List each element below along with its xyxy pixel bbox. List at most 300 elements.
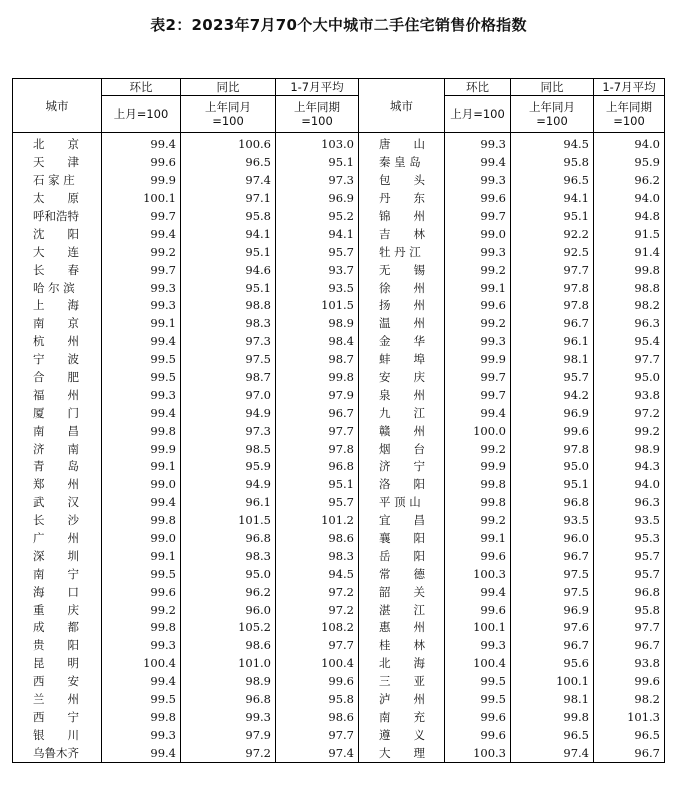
- mom-value-right: 99.1: [445, 530, 511, 548]
- yoy-value-right: 95.1: [511, 476, 594, 494]
- ytd-value-right: 95.9: [594, 154, 665, 172]
- yoy-value-left: 94.9: [181, 476, 276, 494]
- yoy-value-left: 101.5: [181, 512, 276, 530]
- mom-value-left: 99.0: [102, 476, 181, 494]
- mom-value-left: 99.6: [102, 583, 181, 601]
- city-name-right: 扬 州: [359, 297, 445, 315]
- mom-value-right: 99.1: [445, 279, 511, 297]
- mom-value-right: 99.0: [445, 225, 511, 243]
- yoy-value-left: 98.6: [181, 637, 276, 655]
- table-row: [13, 637, 665, 655]
- ytd-value-left: 97.2: [276, 583, 359, 601]
- mom-value-left: 99.6: [102, 154, 181, 172]
- ytd-value-left: 95.7: [276, 243, 359, 261]
- mom-header-left: 环比: [102, 79, 181, 96]
- city-name-left: 济 南: [13, 440, 102, 458]
- city-name-right: 泉 州: [359, 386, 445, 404]
- table-row: [13, 297, 665, 315]
- city-name-left: 太 原: [13, 190, 102, 208]
- yoy-value-left: 96.2: [181, 583, 276, 601]
- ytd-value-left: 97.7: [276, 726, 359, 744]
- yoy-value-right: 98.1: [511, 351, 594, 369]
- mom-value-left: 99.8: [102, 709, 181, 727]
- city-name-right: 秦 皇 岛: [359, 154, 445, 172]
- yoy-value-right: 97.5: [511, 583, 594, 601]
- city-name-left: 广 州: [13, 530, 102, 548]
- ytd-value-left: 99.6: [276, 673, 359, 691]
- ytd-value-left: 96.8: [276, 458, 359, 476]
- mom-value-right: 100.0: [445, 422, 511, 440]
- city-name-left: 北 京: [13, 133, 102, 154]
- yoy-value-left: 100.6: [181, 133, 276, 154]
- table-row: [13, 386, 665, 404]
- ytd-value-left: 98.7: [276, 351, 359, 369]
- yoy-value-right: 92.2: [511, 225, 594, 243]
- ytd-value-right: 95.7: [594, 547, 665, 565]
- yoy-value-left: 97.2: [181, 744, 276, 762]
- ytd-value-left: 101.5: [276, 297, 359, 315]
- mom-value-left: 99.5: [102, 565, 181, 583]
- mom-value-left: 99.3: [102, 726, 181, 744]
- yoy-value-left: 101.0: [181, 655, 276, 673]
- ytd-value-right: 101.3: [594, 709, 665, 727]
- city-name-left: 乌鲁木齐: [13, 744, 102, 762]
- ytd-value-left: 100.4: [276, 655, 359, 673]
- ytd-value-left: 97.9: [276, 386, 359, 404]
- table-row: [13, 565, 665, 583]
- mom-value-left: 99.4: [102, 494, 181, 512]
- yoy-value-right: 96.0: [511, 530, 594, 548]
- city-name-left: 南 宁: [13, 565, 102, 583]
- mom-value-left: 100.1: [102, 190, 181, 208]
- ytd-value-left: 95.1: [276, 476, 359, 494]
- yoy-value-left: 98.7: [181, 369, 276, 387]
- yoy-value-right: 95.6: [511, 655, 594, 673]
- yoy-value-left: 94.1: [181, 225, 276, 243]
- ytd-value-left: 98.6: [276, 709, 359, 727]
- table-row: [13, 154, 665, 172]
- city-name-left: 合 肥: [13, 369, 102, 387]
- yoy-value-right: 92.5: [511, 243, 594, 261]
- city-name-right: 南 充: [359, 709, 445, 727]
- mom-value-left: 99.3: [102, 386, 181, 404]
- ytd-value-left: 98.6: [276, 530, 359, 548]
- mom-value-right: 99.5: [445, 673, 511, 691]
- yoy-value-left: 98.9: [181, 673, 276, 691]
- mom-value-right: 99.6: [445, 709, 511, 727]
- ytd-value-right: 98.8: [594, 279, 665, 297]
- mom-value-right: 99.2: [445, 440, 511, 458]
- ytd-value-right: 93.8: [594, 655, 665, 673]
- mom-value-left: 99.4: [102, 225, 181, 243]
- city-name-right: 惠 州: [359, 619, 445, 637]
- yoy-value-left: 94.9: [181, 404, 276, 422]
- ytd-subheader-left: 上年同期=100: [276, 96, 359, 133]
- table-row: [13, 655, 665, 673]
- ytd-value-right: 93.5: [594, 512, 665, 530]
- yoy-value-left: 97.1: [181, 190, 276, 208]
- mom-value-right: 99.6: [445, 190, 511, 208]
- ytd-value-right: 96.7: [594, 637, 665, 655]
- ytd-value-left: 94.5: [276, 565, 359, 583]
- yoy-value-left: 97.0: [181, 386, 276, 404]
- ytd-value-right: 95.3: [594, 530, 665, 548]
- yoy-value-left: 96.8: [181, 530, 276, 548]
- city-name-left: 石 家 庄: [13, 172, 102, 190]
- ytd-value-right: 97.7: [594, 351, 665, 369]
- ytd-value-left: 97.7: [276, 637, 359, 655]
- mom-value-left: 99.4: [102, 404, 181, 422]
- mom-value-left: 99.1: [102, 458, 181, 476]
- ytd-value-left: 97.4: [276, 744, 359, 762]
- mom-value-right: 99.2: [445, 315, 511, 333]
- city-name-left: 海 口: [13, 583, 102, 601]
- mom-value-left: 99.8: [102, 422, 181, 440]
- ytd-header-right: 1-7月平均: [594, 79, 665, 96]
- mom-value-left: 99.4: [102, 133, 181, 154]
- city-name-right: 济 宁: [359, 458, 445, 476]
- yoy-value-left: 96.5: [181, 154, 276, 172]
- ytd-value-right: 94.3: [594, 458, 665, 476]
- mom-value-right: 99.3: [445, 243, 511, 261]
- yoy-value-right: 99.6: [511, 422, 594, 440]
- mom-value-right: 99.7: [445, 208, 511, 226]
- table-row: [13, 190, 665, 208]
- yoy-value-left: 98.8: [181, 297, 276, 315]
- city-name-right: 岳 阳: [359, 547, 445, 565]
- yoy-value-right: 95.1: [511, 208, 594, 226]
- city-name-right: 常 德: [359, 565, 445, 583]
- yoy-value-left: 97.3: [181, 422, 276, 440]
- city-header-right: 城市: [359, 79, 445, 133]
- mom-value-right: 99.9: [445, 351, 511, 369]
- mom-value-left: 99.3: [102, 279, 181, 297]
- ytd-header-left: 1-7月平均: [276, 79, 359, 96]
- ytd-value-right: 94.0: [594, 133, 665, 154]
- yoy-value-right: 97.7: [511, 261, 594, 279]
- ytd-value-left: 98.3: [276, 547, 359, 565]
- yoy-value-right: 97.8: [511, 440, 594, 458]
- yoy-value-left: 98.3: [181, 315, 276, 333]
- city-name-right: 包 头: [359, 172, 445, 190]
- table-row: [13, 225, 665, 243]
- city-name-right: 无 锡: [359, 261, 445, 279]
- city-name-right: 吉 林: [359, 225, 445, 243]
- table-row: [13, 369, 665, 387]
- mom-value-right: 99.3: [445, 172, 511, 190]
- mom-value-right: 99.4: [445, 154, 511, 172]
- yoy-value-right: 95.8: [511, 154, 594, 172]
- yoy-value-right: 94.2: [511, 386, 594, 404]
- yoy-value-left: 97.9: [181, 726, 276, 744]
- mom-value-left: 99.3: [102, 637, 181, 655]
- table-row: [13, 351, 665, 369]
- city-name-right: 唐 山: [359, 133, 445, 154]
- yoy-value-right: 97.6: [511, 619, 594, 637]
- mom-value-right: 99.6: [445, 297, 511, 315]
- city-name-left: 呼和浩特: [13, 208, 102, 226]
- mom-value-right: 99.7: [445, 369, 511, 387]
- mom-value-left: 100.4: [102, 655, 181, 673]
- mom-value-left: 99.4: [102, 744, 181, 762]
- ytd-value-right: 97.2: [594, 404, 665, 422]
- yoy-value-right: 97.8: [511, 297, 594, 315]
- city-name-left: 深 圳: [13, 547, 102, 565]
- table-row: [13, 315, 665, 333]
- city-header-left: 城市: [13, 79, 102, 133]
- yoy-value-left: 95.1: [181, 279, 276, 297]
- ytd-value-left: 96.9: [276, 190, 359, 208]
- yoy-value-left: 97.4: [181, 172, 276, 190]
- table-row: [13, 601, 665, 619]
- city-name-right: 九 江: [359, 404, 445, 422]
- table-row: [13, 619, 665, 637]
- mom-value-right: 99.4: [445, 404, 511, 422]
- mom-value-left: 99.7: [102, 208, 181, 226]
- city-name-right: 牡 丹 江: [359, 243, 445, 261]
- table-row: [13, 673, 665, 691]
- table-row: [13, 261, 665, 279]
- city-name-left: 贵 阳: [13, 637, 102, 655]
- ytd-value-right: 95.0: [594, 369, 665, 387]
- yoy-value-left: 94.6: [181, 261, 276, 279]
- yoy-subheader-right: 上年同月=100: [511, 96, 594, 133]
- table-row: [13, 133, 665, 154]
- ytd-value-left: 108.2: [276, 619, 359, 637]
- city-name-right: 湛 江: [359, 601, 445, 619]
- ytd-value-left: 96.7: [276, 404, 359, 422]
- yoy-value-left: 99.3: [181, 709, 276, 727]
- yoy-value-right: 97.5: [511, 565, 594, 583]
- city-name-right: 平 顶 山: [359, 494, 445, 512]
- ytd-value-left: 95.1: [276, 154, 359, 172]
- yoy-value-right: 97.4: [511, 744, 594, 762]
- city-name-left: 郑 州: [13, 476, 102, 494]
- table-row: [13, 583, 665, 601]
- city-name-right: 大 理: [359, 744, 445, 762]
- city-name-left: 长 沙: [13, 512, 102, 530]
- mom-value-right: 99.3: [445, 637, 511, 655]
- ytd-value-right: 96.5: [594, 726, 665, 744]
- ytd-value-left: 95.2: [276, 208, 359, 226]
- mom-value-left: 99.9: [102, 440, 181, 458]
- yoy-value-right: 94.1: [511, 190, 594, 208]
- ytd-value-right: 94.0: [594, 476, 665, 494]
- city-name-left: 成 都: [13, 619, 102, 637]
- city-name-left: 西 宁: [13, 709, 102, 727]
- ytd-value-left: 101.2: [276, 512, 359, 530]
- mom-value-left: 99.4: [102, 673, 181, 691]
- city-name-right: 金 华: [359, 333, 445, 351]
- ytd-value-left: 97.7: [276, 422, 359, 440]
- yoy-value-right: 98.1: [511, 691, 594, 709]
- yoy-value-left: 96.1: [181, 494, 276, 512]
- mom-value-left: 99.1: [102, 315, 181, 333]
- ytd-value-right: 96.3: [594, 315, 665, 333]
- ytd-value-right: 99.6: [594, 673, 665, 691]
- table-row: [13, 547, 665, 565]
- city-name-left: 武 汉: [13, 494, 102, 512]
- yoy-header-left: 同比: [181, 79, 276, 96]
- city-name-left: 福 州: [13, 386, 102, 404]
- page-title: 表2：2023年7月70个大中城市二手住宅销售价格指数: [150, 16, 527, 34]
- ytd-value-right: 91.4: [594, 243, 665, 261]
- yoy-value-left: 95.0: [181, 565, 276, 583]
- mom-value-left: 99.8: [102, 619, 181, 637]
- yoy-value-right: 96.8: [511, 494, 594, 512]
- city-name-left: 杭 州: [13, 333, 102, 351]
- city-name-left: 重 庆: [13, 601, 102, 619]
- table-row: [13, 333, 665, 351]
- mom-value-left: 99.1: [102, 547, 181, 565]
- table-row: [13, 208, 665, 226]
- yoy-value-right: 96.9: [511, 601, 594, 619]
- ytd-value-right: 97.7: [594, 619, 665, 637]
- mom-value-right: 99.3: [445, 133, 511, 154]
- yoy-subheader-left: 上年同月=100: [181, 96, 276, 133]
- mom-value-right: 99.2: [445, 261, 511, 279]
- mom-value-right: 100.1: [445, 619, 511, 637]
- mom-value-left: 99.5: [102, 351, 181, 369]
- ytd-value-left: 95.8: [276, 691, 359, 709]
- mom-value-left: 99.5: [102, 691, 181, 709]
- city-name-right: 宜 昌: [359, 512, 445, 530]
- yoy-value-left: 96.0: [181, 601, 276, 619]
- yoy-value-right: 96.9: [511, 404, 594, 422]
- ytd-value-right: 93.8: [594, 386, 665, 404]
- city-name-right: 遵 义: [359, 726, 445, 744]
- mom-value-right: 99.7: [445, 386, 511, 404]
- table-row: [13, 512, 665, 530]
- mom-value-right: 99.4: [445, 583, 511, 601]
- table-row: [13, 458, 665, 476]
- yoy-value-left: 95.9: [181, 458, 276, 476]
- ytd-value-right: 96.7: [594, 744, 665, 762]
- table-row: [13, 709, 665, 727]
- table-row: [13, 744, 665, 762]
- mom-value-right: 100.3: [445, 565, 511, 583]
- city-name-right: 赣 州: [359, 422, 445, 440]
- mom-value-left: 99.0: [102, 530, 181, 548]
- yoy-value-right: 96.7: [511, 637, 594, 655]
- city-name-left: 青 岛: [13, 458, 102, 476]
- city-name-left: 大 连: [13, 243, 102, 261]
- city-name-left: 昆 明: [13, 655, 102, 673]
- ytd-value-right: 94.8: [594, 208, 665, 226]
- mom-value-right: 99.3: [445, 333, 511, 351]
- city-name-right: 韶 关: [359, 583, 445, 601]
- yoy-value-right: 96.5: [511, 172, 594, 190]
- city-name-left: 哈 尔 滨: [13, 279, 102, 297]
- price-index-table: [12, 78, 665, 763]
- ytd-value-right: 96.8: [594, 583, 665, 601]
- yoy-value-right: 95.7: [511, 369, 594, 387]
- table-row: [13, 494, 665, 512]
- mom-value-left: 99.2: [102, 601, 181, 619]
- city-name-right: 襄 阳: [359, 530, 445, 548]
- table-row: [13, 172, 665, 190]
- yoy-header-right: 同比: [511, 79, 594, 96]
- table-row: [13, 476, 665, 494]
- table-row: [13, 243, 665, 261]
- ytd-value-right: 95.7: [594, 565, 665, 583]
- mom-subheader-left: 上月=100: [102, 96, 181, 133]
- yoy-value-right: 93.5: [511, 512, 594, 530]
- yoy-value-right: 94.5: [511, 133, 594, 154]
- city-name-left: 天 津: [13, 154, 102, 172]
- city-name-left: 宁 波: [13, 351, 102, 369]
- ytd-value-right: 91.5: [594, 225, 665, 243]
- mom-value-right: 99.8: [445, 494, 511, 512]
- table-body: [13, 133, 665, 763]
- yoy-value-right: 100.1: [511, 673, 594, 691]
- yoy-value-right: 97.8: [511, 279, 594, 297]
- city-name-left: 西 安: [13, 673, 102, 691]
- city-name-left: 沈 阳: [13, 225, 102, 243]
- city-name-right: 安 庆: [359, 369, 445, 387]
- yoy-value-right: 96.5: [511, 726, 594, 744]
- yoy-value-left: 95.8: [181, 208, 276, 226]
- yoy-value-right: 96.7: [511, 547, 594, 565]
- mom-value-right: 100.4: [445, 655, 511, 673]
- ytd-value-left: 97.2: [276, 601, 359, 619]
- ytd-value-left: 94.1: [276, 225, 359, 243]
- ytd-value-right: 99.2: [594, 422, 665, 440]
- city-name-left: 上 海: [13, 297, 102, 315]
- mom-value-right: 99.5: [445, 691, 511, 709]
- mom-value-left: 99.9: [102, 172, 181, 190]
- city-name-right: 温 州: [359, 315, 445, 333]
- ytd-value-left: 98.4: [276, 333, 359, 351]
- yoy-value-right: 99.8: [511, 709, 594, 727]
- mom-subheader-right: 上月=100: [445, 96, 511, 133]
- mom-header-right: 环比: [445, 79, 511, 96]
- yoy-value-right: 96.7: [511, 315, 594, 333]
- yoy-value-left: 105.2: [181, 619, 276, 637]
- mom-value-left: 99.8: [102, 512, 181, 530]
- table-row: [13, 691, 665, 709]
- mom-value-right: 99.6: [445, 726, 511, 744]
- yoy-value-left: 98.3: [181, 547, 276, 565]
- mom-value-left: 99.3: [102, 297, 181, 315]
- ytd-subheader-right: 上年同期=100: [594, 96, 665, 133]
- city-name-right: 丹 东: [359, 190, 445, 208]
- ytd-value-left: 103.0: [276, 133, 359, 154]
- yoy-value-left: 97.3: [181, 333, 276, 351]
- city-name-right: 三 亚: [359, 673, 445, 691]
- city-name-left: 南 昌: [13, 422, 102, 440]
- city-name-left: 南 京: [13, 315, 102, 333]
- ytd-value-right: 99.8: [594, 261, 665, 279]
- yoy-value-right: 95.0: [511, 458, 594, 476]
- yoy-value-right: 96.1: [511, 333, 594, 351]
- table-row: [13, 404, 665, 422]
- mom-value-left: 99.2: [102, 243, 181, 261]
- mom-value-left: 99.7: [102, 261, 181, 279]
- city-name-right: 洛 阳: [359, 476, 445, 494]
- ytd-value-left: 93.7: [276, 261, 359, 279]
- city-name-left: 银 川: [13, 726, 102, 744]
- ytd-value-right: 98.2: [594, 297, 665, 315]
- city-name-left: 兰 州: [13, 691, 102, 709]
- yoy-value-left: 97.5: [181, 351, 276, 369]
- ytd-value-left: 99.8: [276, 369, 359, 387]
- city-name-left: 长 春: [13, 261, 102, 279]
- city-name-left: 厦 门: [13, 404, 102, 422]
- table-row: [13, 726, 665, 744]
- table-row: [13, 279, 665, 297]
- ytd-value-right: 98.2: [594, 691, 665, 709]
